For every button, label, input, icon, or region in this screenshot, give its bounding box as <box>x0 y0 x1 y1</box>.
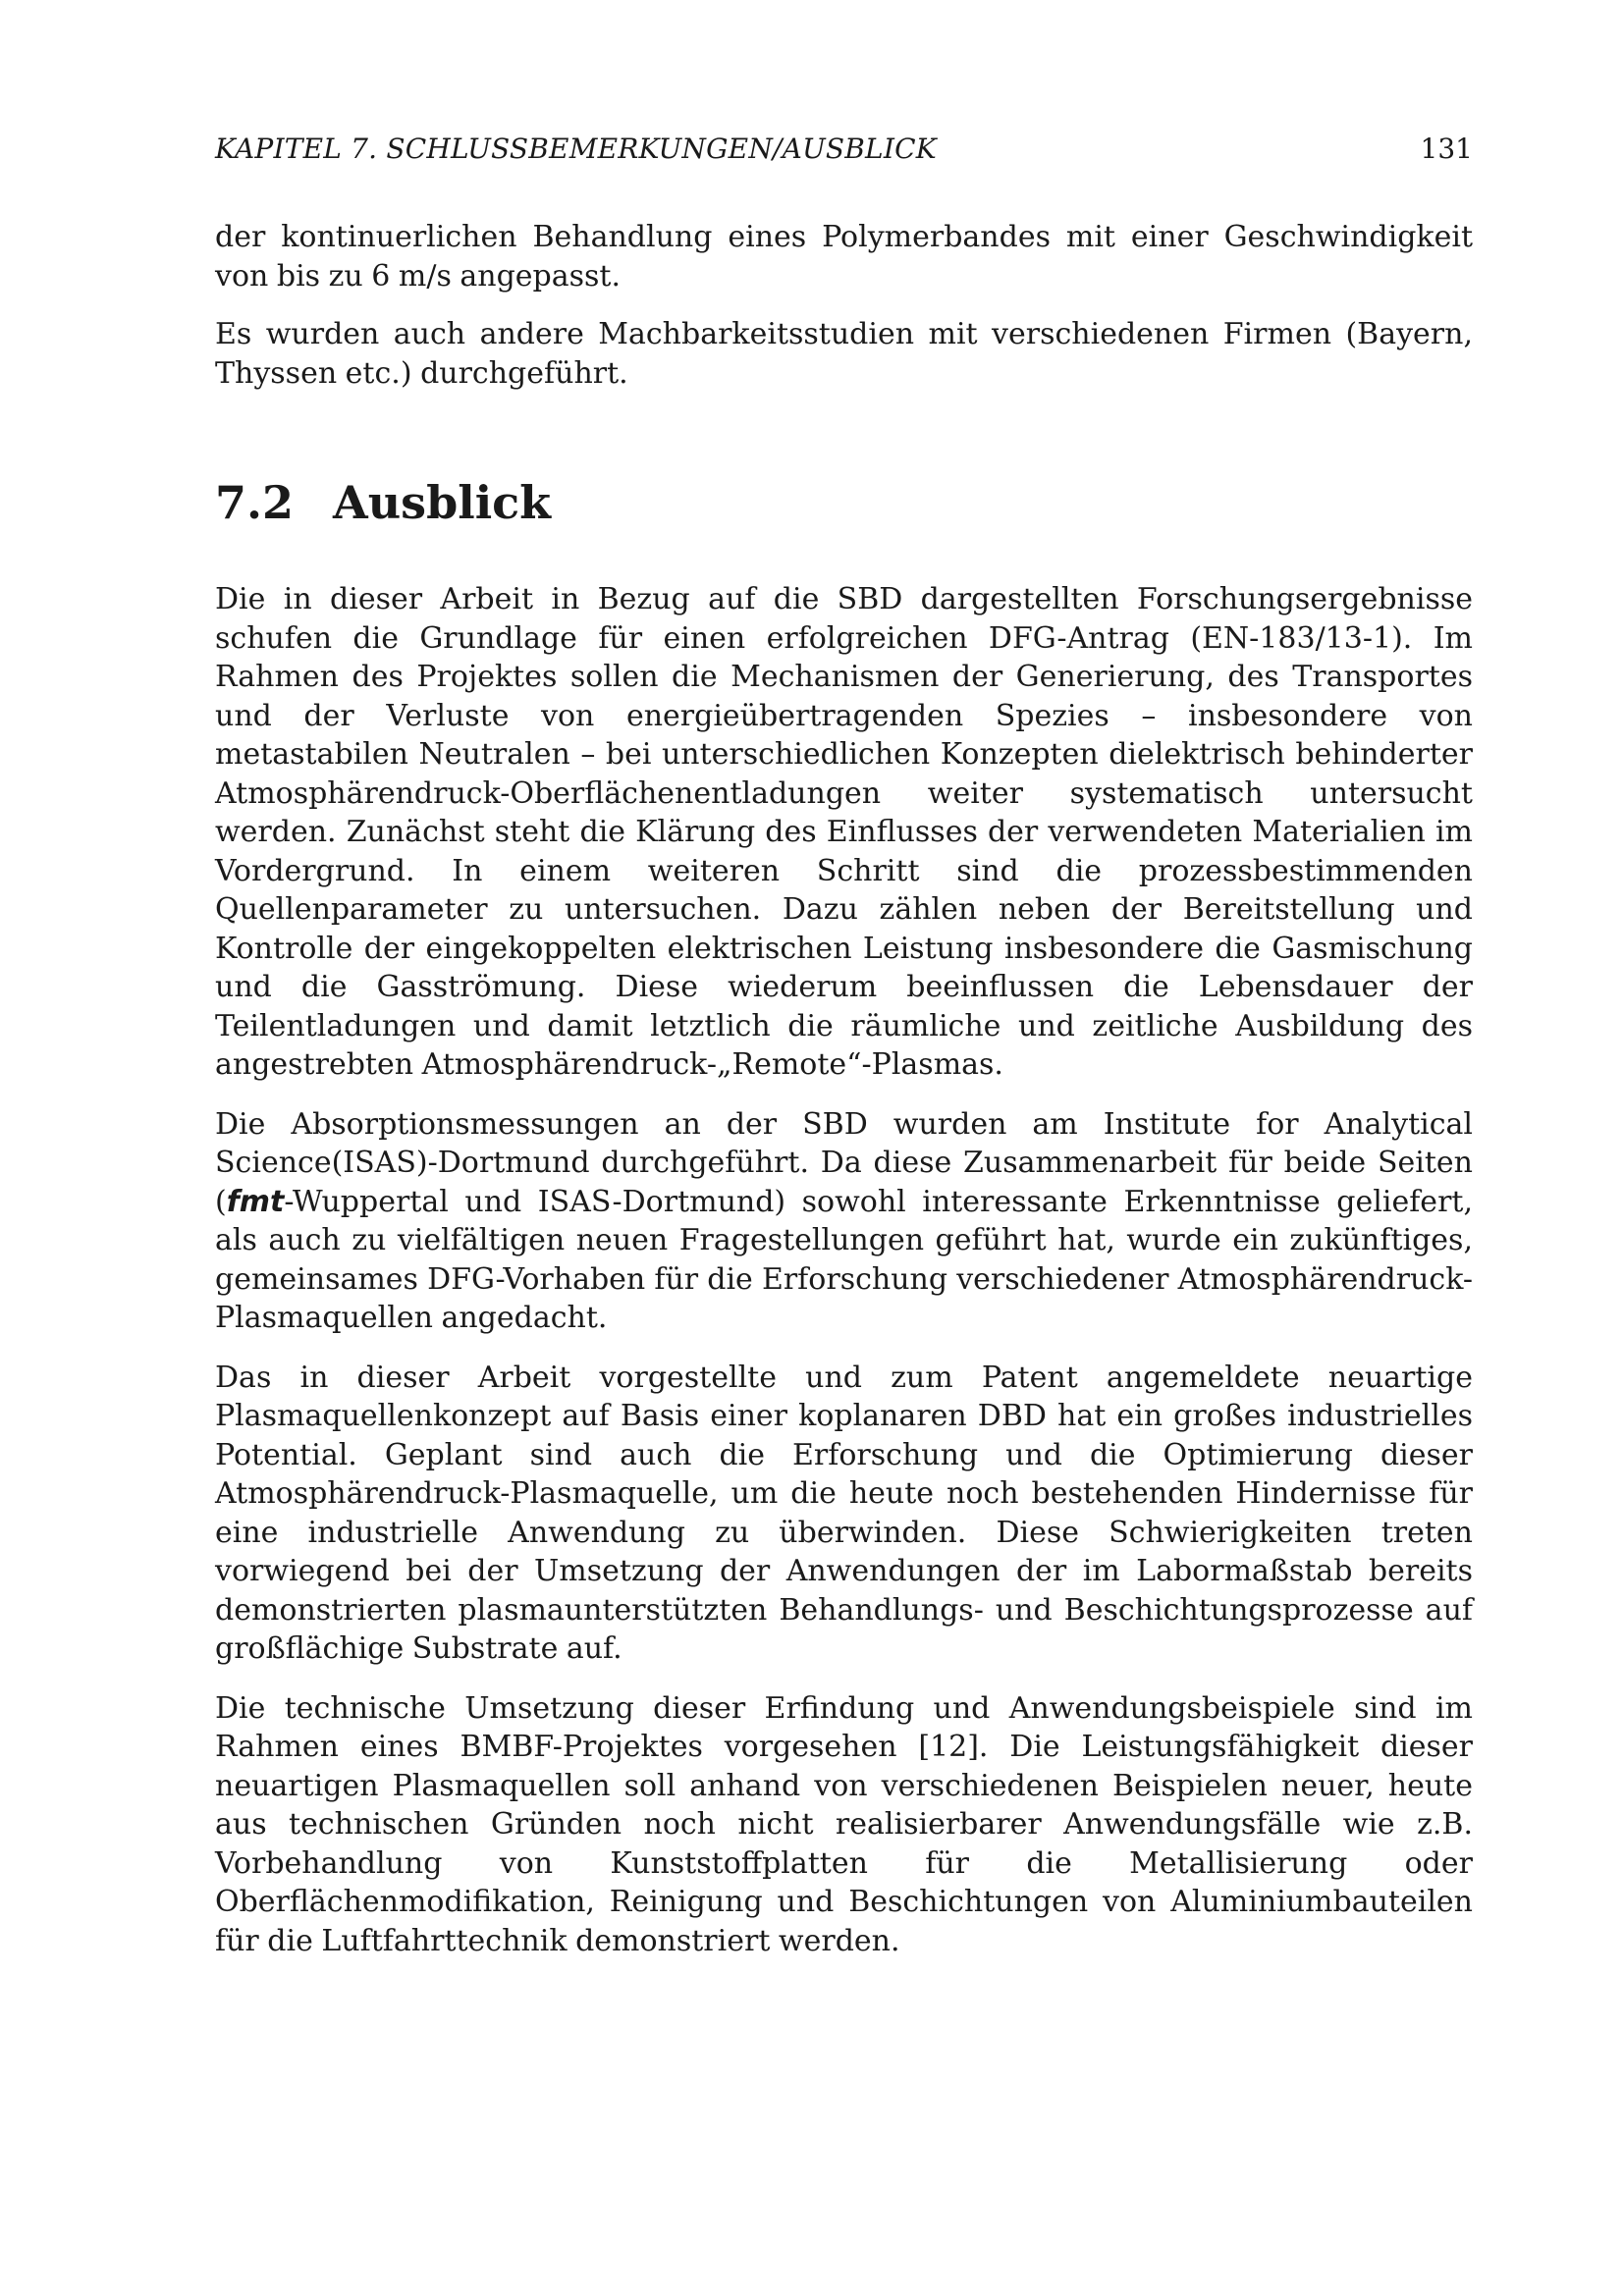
intro-block <box>215 218 1473 393</box>
section-title: Ausblick <box>333 476 552 529</box>
paragraph-patent: Das in dieser Arbeit vorgestellte und zum Patent angemeldete neuartige Plasmaquellenkonzept auf Basis einer koplanaren DBD hat ein großes industrielles Potential. Geplant sind auch die Erforschung und die Optimierung dieser Atmosphärendruck-Plasmaquelle, um die heute noch bestehenden Hindernisse für eine industrielle Anwendung zu überwinden. Diese Schwierigkeiten treten vorwiegend bei der Umsetzung der Anwendungen der im Labormaßstab bereits demonstrierten plasmaunterstützten Behandlungs- und Beschichtungsprozesse auf großflächige Substrate auf. <box>215 1360 1473 1666</box>
paragraph-absorption-text-a: Die Absorptionsmessungen an der SBD wurden am Institute for Analytical Science(ISAS)-Dortmund durchgeführt. Da diese Zusammenarbeit für beide Seiten ( <box>215 1106 1473 1219</box>
section-body <box>215 580 1473 1960</box>
paragraph-bmbf: Die technische Umsetzung dieser Erfindung und Anwendungsbeispiele sind im Rahmen eines BMBF-Projektes vorgesehen [12]. Die Leistungsfähigkeit dieser neuartigen Plasmaquellen soll anhand von verschiedenen Beispielen neuer, heute aus technischen Gründen noch nicht realisierbarer Anwendungsfälle wie z.B. Vorbehandlung von Kunststoffplatten für die Metallisierung oder Oberflächenmodifikation, Reinigung und Beschichtungen von Aluminiumbauteilen für die Luftfahrttechnik demonstriert werden. <box>215 1690 1473 1958</box>
fmt-logo-text: fmt <box>226 1184 285 1219</box>
chapter-title: KAPITEL 7. SCHLUSSBEMERKUNGEN/AUSBLICK <box>215 133 937 165</box>
paragraph-absorption <box>215 1105 1473 1338</box>
intro-paragraph-1: der kontinuerlichen Behandlung eines Polymerbandes mit einer Geschwindigkeit von bis zu 6 m/s angepasst. <box>215 220 1473 294</box>
section-heading <box>215 475 551 530</box>
intro-paragraph-2: Es wurden auch andere Machbarkeitsstudien mit verschiedenen Firmen (Bayern, Thyssen etc.) durchgeführt. <box>215 317 1473 391</box>
running-header <box>215 132 1473 167</box>
paragraph-absorption-text-b: -Wuppertal und ISAS-Dortmund) sowohl interessante Erkenntnisse geliefert, als auch zu vielfältigen neuen Fragestellungen geführt hat, wurde ein zukünftiges, gemeinsames DFG-Vorhaben für die Erforschung verschiedener Atmosphärendruck-Plasmaquellen angedacht. <box>215 1184 1473 1335</box>
page-number: 131 <box>1420 133 1473 165</box>
section-number: 7.2 <box>215 476 295 529</box>
paragraph-dfg-proposal: Die in dieser Arbeit in Bezug auf die SBD dargestellten Forschungsergebnisse schufen die Grundlage für einen erfolgreichen DFG-Antrag (EN-183/13-1). Im Rahmen des Projektes sollen die Mechanismen der Generierung, des Transportes und der Verluste von energieübertragenden Spezies – insbesondere von metastabilen Neutralen – bei unterschiedlichen Konzepten dielektrisch behinderter Atmosphärendruck-Oberflächenentladungen weiter systematisch untersucht werden. Zunächst steht die Klärung des Einflusses der verwendeten Materialien im Vordergrund. In einem weiteren Schritt sind die prozessbestimmenden Quellenparameter zu untersuchen. Dazu zählen neben der Bereitstellung und Kontrolle der eingekoppelten elektrischen Leistung insbesondere die Gasmischung und die Gasströmung. Diese wiederum beeinflussen die Lebensdauer der Teilentladungen und damit letztlich die räumliche und zeitliche Ausbildung des angestrebten Atmosphärendruck-„Remote“-Plasmas. <box>215 582 1473 1082</box>
